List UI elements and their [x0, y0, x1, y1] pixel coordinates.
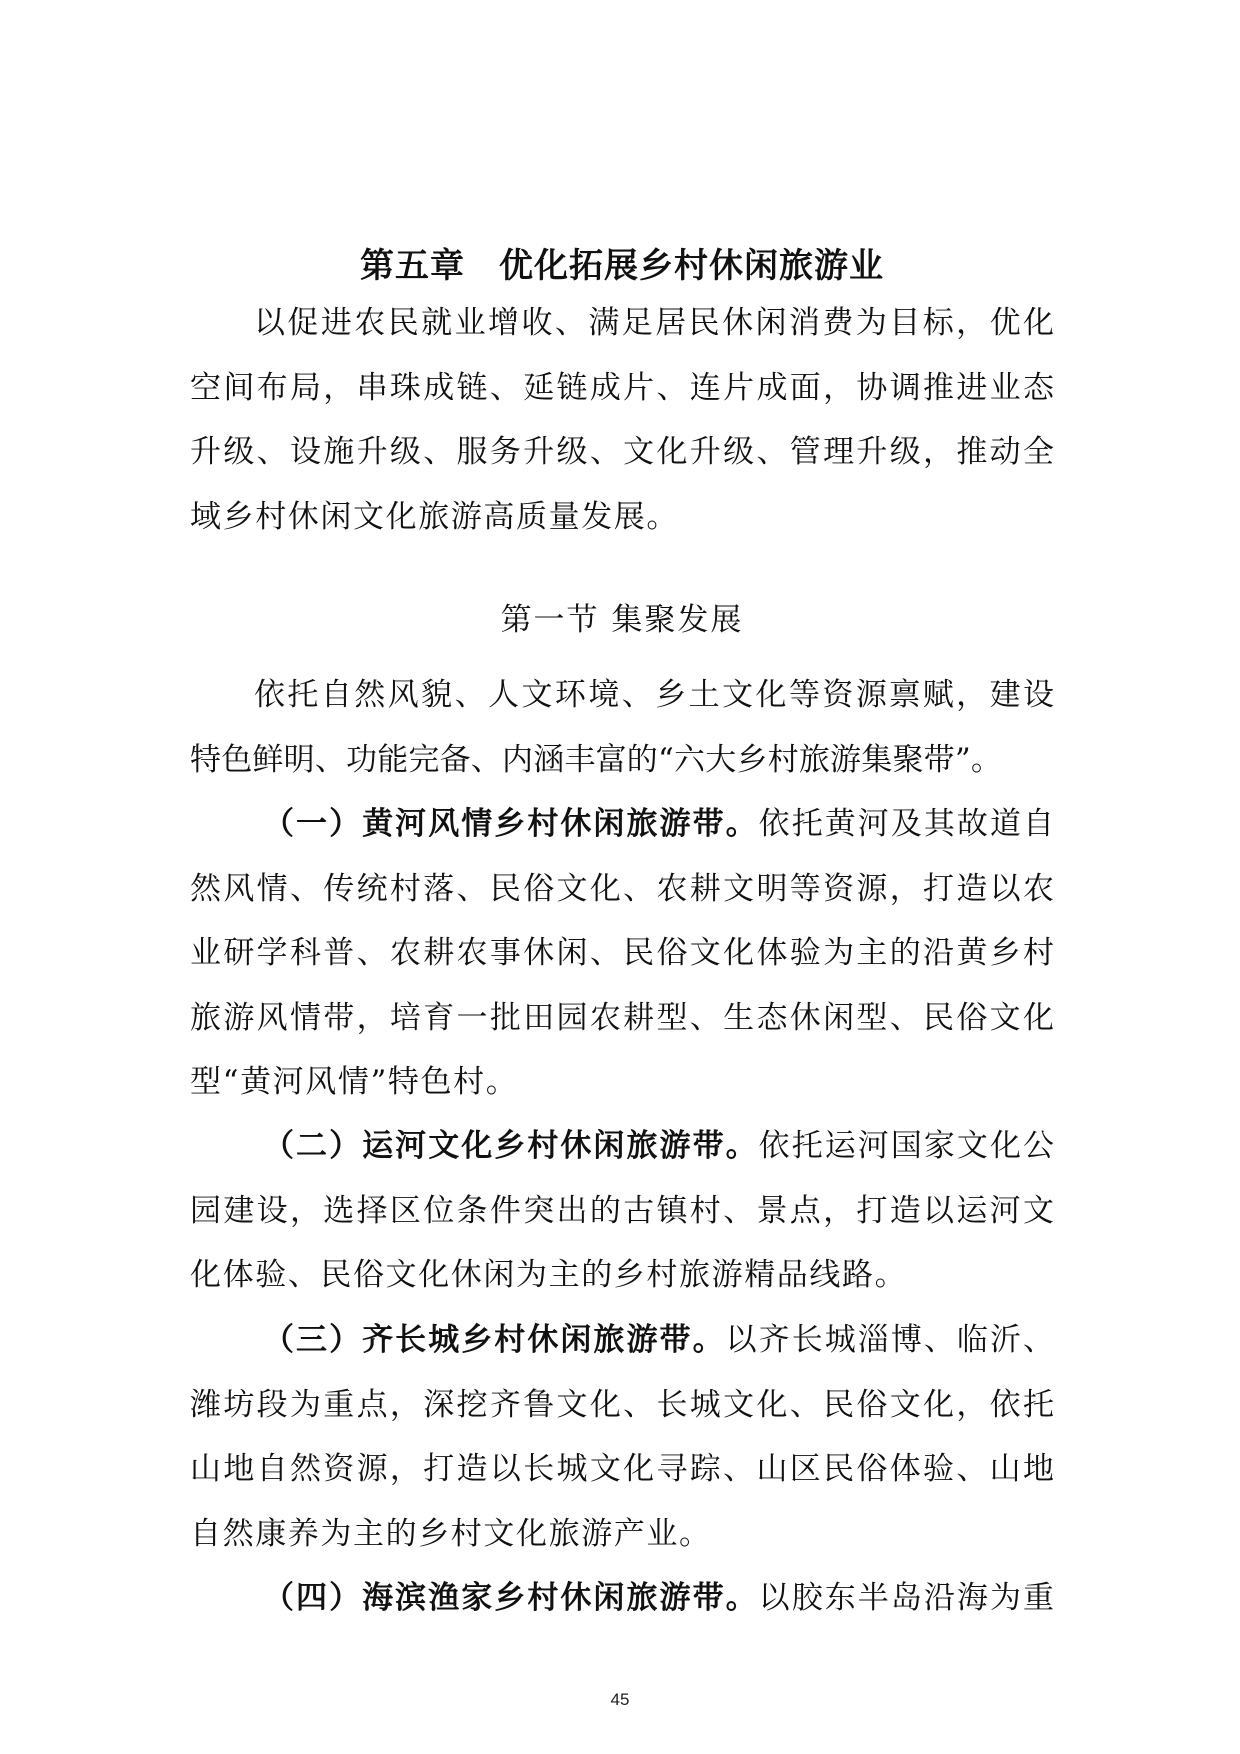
chapter-name: 优化拓展乡村休闲旅游业	[499, 246, 884, 286]
paragraph-line: 特色鲜明、功能完备、内涵丰富的“六大乡村旅游集聚带”。	[190, 741, 1003, 778]
paragraph-line	[190, 1308, 1054, 1373]
item-text: 依托运河国家文化公	[758, 1128, 1054, 1164]
item-text: 依托黄河及其故道自	[758, 806, 1054, 842]
paragraph-line: 自然康养为主的乡村文化旅游产业。	[190, 1515, 712, 1552]
paragraph-line: 域乡村休闲文化旅游高质量发展。	[190, 498, 679, 535]
paragraph-line: 潍坊段为重点，深挖齐鲁文化、长城文化、民俗文化，依托	[190, 1386, 1054, 1423]
item-text: 以胶东半岛沿海为重	[758, 1580, 1054, 1616]
paragraph-line: 山地自然资源，打造以长城文化寻踪、山区民俗体验、山地	[190, 1451, 1054, 1487]
paragraph-line: 空间布局，串珠成链、延链成片、连片成面，协调推进业态	[190, 369, 1054, 406]
paragraph-line	[190, 792, 1054, 857]
item-paragraph-1	[190, 792, 1054, 1115]
paragraph-line	[190, 1114, 1054, 1179]
paragraph-line: 业研学科普、农耕农事休闲、民俗文化体验为主的沿黄乡村	[190, 935, 1054, 971]
paragraph-line: 依托自然风貌、人文环境、乡土文化等资源禀赋，建设	[254, 677, 1054, 713]
item-heading: （二）运河文化乡村休闲旅游带。	[263, 1128, 759, 1164]
item-heading: （三）齐长城乡村休闲旅游带。	[263, 1322, 726, 1358]
page-number: 45	[610, 1690, 630, 1709]
item-paragraph-3	[190, 1308, 1054, 1566]
section-title: 第一节 集聚发展	[500, 602, 744, 638]
item-heading: （四）海滨渔家乡村休闲旅游带。	[263, 1580, 759, 1616]
paragraph-line: 升级、设施升级、服务升级、文化升级、管理升级，推动全	[190, 434, 1054, 470]
chapter-title	[190, 240, 1054, 292]
paragraph-line: 化体验、民俗文化休闲为主的乡村旅游精品线路。	[190, 1257, 908, 1293]
intro-paragraph	[190, 291, 1054, 549]
item-paragraph-2	[190, 1114, 1054, 1308]
chapter-number: 第五章	[360, 246, 465, 286]
paragraph-line: 然风情、传统村落、民俗文化、农耕文明等资源，打造以农	[190, 870, 1054, 907]
paragraph-line: 园建设，选择区位条件突出的古镇村、景点，打造以运河文	[190, 1192, 1054, 1229]
section-intro-paragraph	[190, 663, 1054, 792]
paragraph-line: 型“黄河风情”特色村。	[190, 1064, 519, 1100]
paragraph-line: 以促进农民就业增收、满足居民休闲消费为目标，优化	[254, 305, 1054, 341]
paragraph-line: 旅游风情带，培育一批田园农耕型、生态休闲型、民俗文化	[190, 999, 1054, 1036]
item-text: 以齐长城淄博、临沂、	[725, 1322, 1054, 1358]
paragraph-line	[190, 1566, 1054, 1631]
item-paragraph-4	[190, 1566, 1054, 1631]
item-heading: （一）黄河风情乡村休闲旅游带。	[263, 806, 759, 842]
